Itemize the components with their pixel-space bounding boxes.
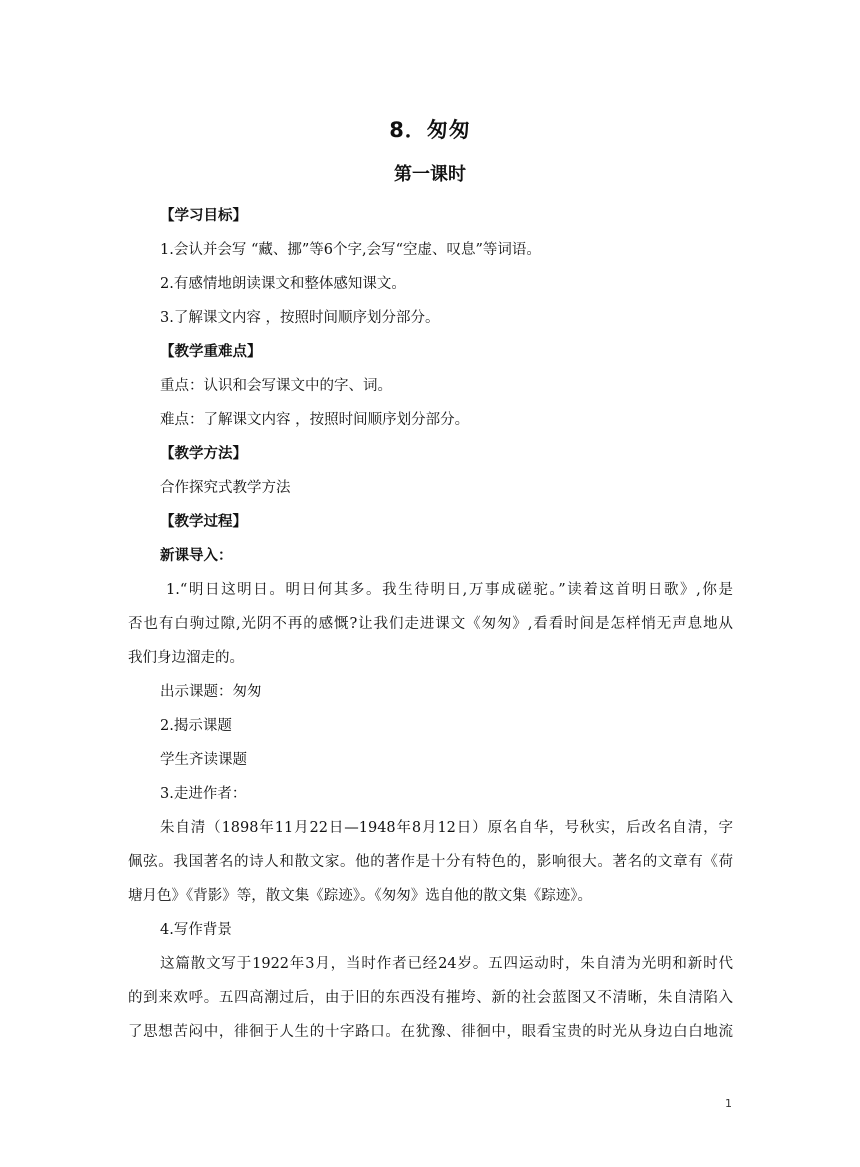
section-heading-methods: 【教学方法】 xyxy=(160,446,247,462)
paragraph-line: 合作探究式教学方法 xyxy=(160,480,291,496)
lesson-subtitle: 第一课时 xyxy=(394,164,466,185)
paragraph-line: 出示课题：匆匆 xyxy=(160,684,262,700)
paragraph-line: 难点：了解课文内容 ，按照时间顺序划分部分。 xyxy=(160,412,470,428)
paragraph-line: 塘月色》《背影》等，散文集《踪迹》。《匆匆》选自他的散文集《踪迹》。 xyxy=(128,888,592,904)
paragraph-line: 重点：认识和会写课文中的字、词。 xyxy=(160,378,392,394)
section-heading-intro: 新课导入： xyxy=(160,548,233,564)
paragraph-line: 1.会认并会写 “藏、挪”等6个字,会写“空虚、叹息”等词语。 xyxy=(160,242,541,258)
section-heading-process: 【教学过程】 xyxy=(160,514,247,530)
paragraph-line: 2.有感情地朗读课文和整体感知课文。 xyxy=(160,276,406,292)
section-heading-objectives: 【学习目标】 xyxy=(160,208,247,224)
paragraph-line: 3.走进作者： xyxy=(160,786,247,802)
paragraph-line: 了思想苦闷中，徘徊于人生的十字路口。在犹豫、徘徊中，眼看宝贵的时光从身边白白地流 xyxy=(128,1024,733,1040)
paragraph-line: 学生齐读课题 xyxy=(160,752,247,768)
paragraph-line: 我们身边溜走的。 xyxy=(128,650,244,666)
lesson-title: 8．匆匆 xyxy=(389,118,471,142)
paragraph-line: 的到来欢呼。五四高潮过后，由于旧的东西没有摧垮、新的社会蓝图又不清晰，朱自清陷入 xyxy=(128,990,733,1006)
paragraph-line: 否也有白驹过隙,光阴不再的感慨?让我们走进课文《匆匆》,看看时间是怎样悄无声息地从 xyxy=(128,616,733,632)
section-heading-key-points: 【教学重难点】 xyxy=(160,344,262,360)
paragraph-line: 1.“明日这明日。明日何其多。我生待明日,万事成磋驼。”读着这首明日歌》,你是 xyxy=(166,582,733,598)
paragraph-line: 佩弦。我国著名的诗人和散文家。他的著作是十分有特色的，影响很大。著名的文章有《荷 xyxy=(128,854,733,870)
page-number: 1 xyxy=(725,1097,732,1110)
document-body xyxy=(128,199,733,1049)
paragraph-line: 3.了解课文内容 ，按照时间顺序划分部分。 xyxy=(160,310,440,326)
paragraph-line: 这篇散文写于1922年3月，当时作者已经24岁。五四运动时，朱自清为光明和新时代 xyxy=(160,956,733,972)
paragraph-line: 2.揭示课题 xyxy=(160,718,232,734)
paragraph-line: 朱自清（1898年11月22日—1948年8月12日）原名自华，号秋实，后改名自清，字 xyxy=(160,820,733,836)
paragraph-line: 4.写作背景 xyxy=(160,922,232,938)
